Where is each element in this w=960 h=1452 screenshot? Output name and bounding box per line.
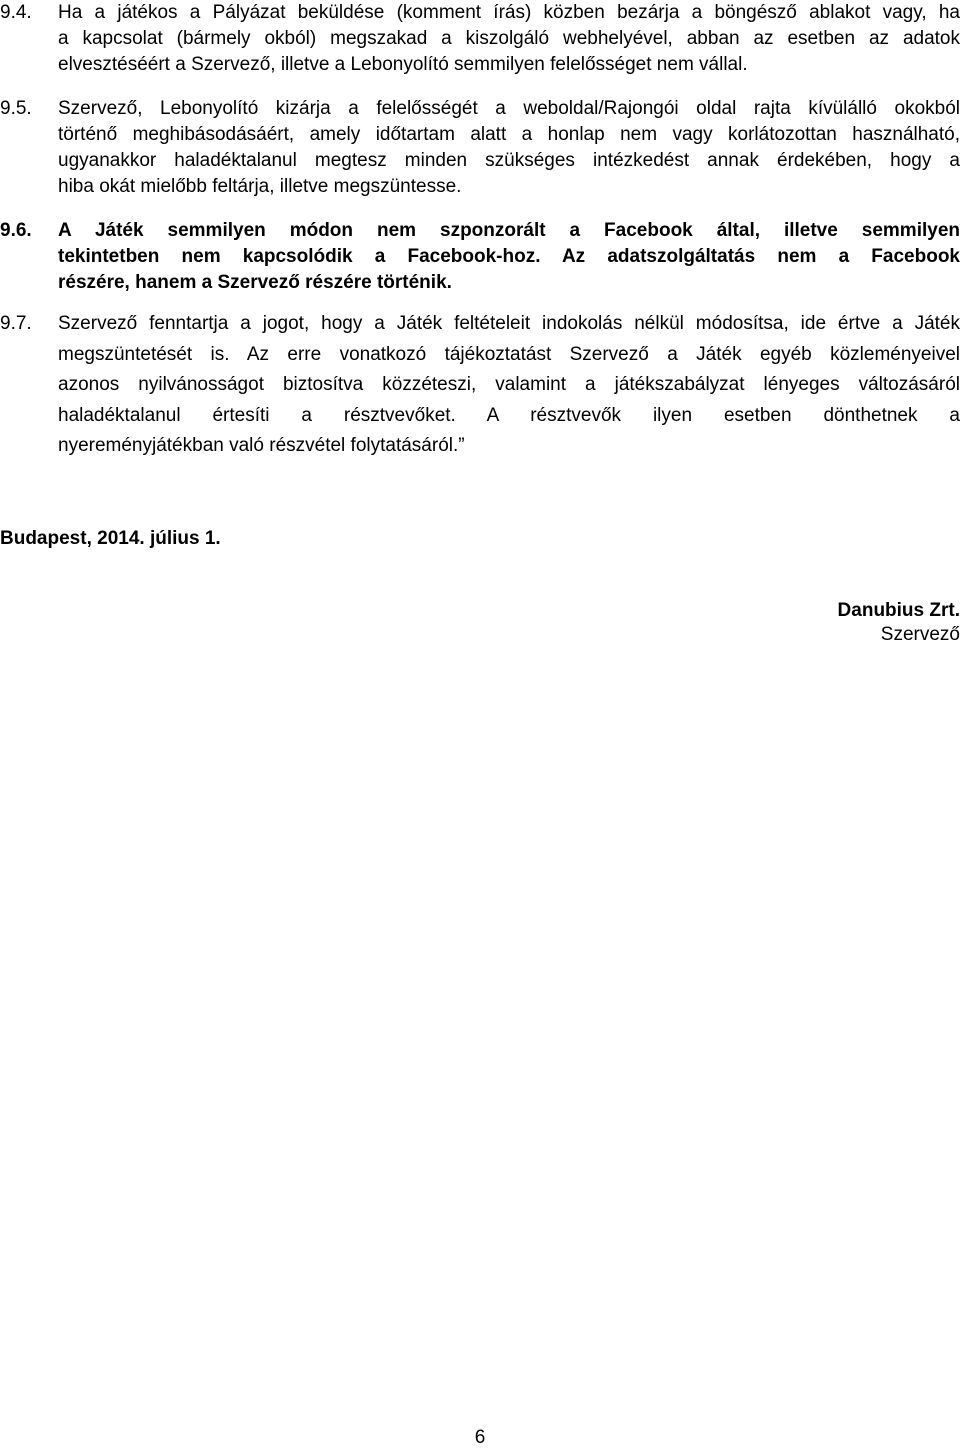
text-line: haladéktalanul értesíti a résztvevőket. A résztvevők ilyen esetben dönthetnek a bbox=[58, 404, 960, 426]
section-number: 9.7. bbox=[0, 313, 32, 334]
text-line: A Játék semmilyen módon nem szponzorált a Facebook által, illetve semmilyen bbox=[58, 220, 960, 241]
text-line: azonos nyilvánosságot biztosítva közzéteszi, valamint a játékszabályzat lényeges változásáról bbox=[58, 374, 960, 395]
text-line: Szervező, Lebonyolító kizárja a felelősségét a weboldal/Rajongói oldal rajta kívülálló okokból bbox=[58, 98, 960, 119]
signer-company: Danubius Zrt. bbox=[837, 600, 960, 621]
section-number: 9.4. bbox=[0, 2, 32, 23]
page-number: 6 bbox=[474, 1427, 486, 1448]
section-text bbox=[58, 96, 960, 200]
signer-role: Szervező bbox=[880, 624, 960, 645]
text-line: ugyanakkor haladéktalanul megtesz minden szükséges intézkedést annak érdekében, hogy a bbox=[58, 150, 960, 171]
section-number: 9.6. bbox=[0, 220, 32, 241]
text-line: történő meghibásodásáért, amely időtartam alatt a honlap nem vagy korlátozottan használható, bbox=[58, 124, 960, 145]
place-and-date: Budapest, 2014. július 1. bbox=[0, 528, 221, 549]
section-number: 9.5. bbox=[0, 98, 32, 119]
section-text bbox=[58, 0, 960, 78]
text-line: elvesztéséért a Szervező, illetve a Lebonyolító semmilyen felelősséget nem vállal. bbox=[58, 54, 748, 75]
text-line: részére, hanem a Szervező részére történik. bbox=[58, 272, 452, 293]
text-line: megszüntetését is. Az erre vonatkozó tájékoztatást Szervező a Játék egyéb közleményeivel bbox=[58, 343, 960, 365]
text-line: hiba okát mielőbb feltárja, illetve megszüntesse. bbox=[58, 176, 462, 197]
text-line: nyereményjátékban való részvétel folytatásáról.” bbox=[58, 435, 465, 456]
text-line: tekintetben nem kapcsolódik a Facebook-hoz. Az adatszolgáltatás nem a Facebook bbox=[58, 246, 960, 267]
text-line: Ha a játékos a Pályázat beküldése (komment írás) közben bezárja a böngésző ablakot vagy, ha bbox=[58, 2, 960, 23]
text-line: a kapcsolat (bármely okból) megszakad a kiszolgáló webhelyével, abban az esetben az adatok bbox=[58, 28, 960, 49]
section-text bbox=[58, 309, 960, 462]
text-line: Szervező fenntartja a jogot, hogy a Játék feltételeit indokolás nélkül módosítsa, ide értve a Játék bbox=[58, 313, 960, 334]
section-text bbox=[58, 218, 960, 296]
